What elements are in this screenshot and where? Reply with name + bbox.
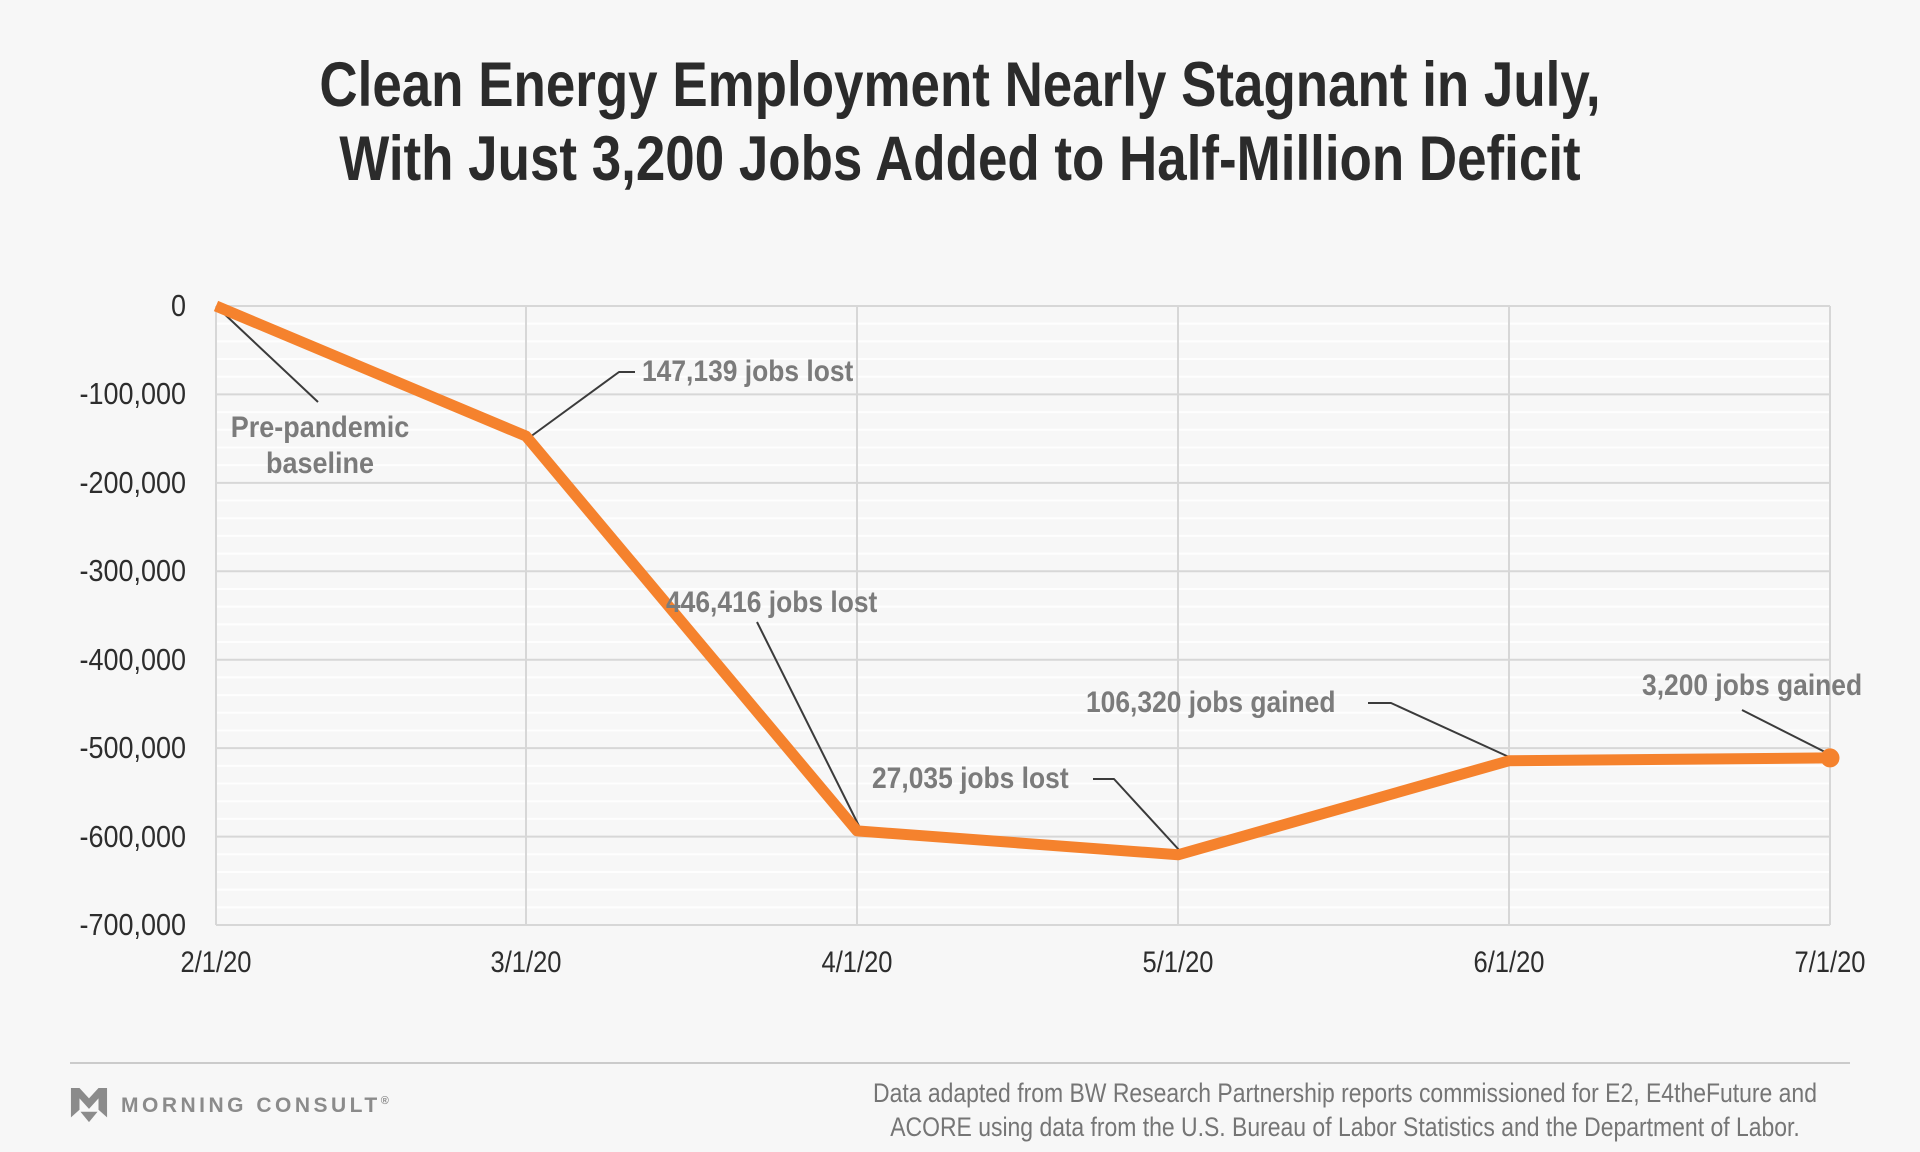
attribution-line1: Data adapted from BW Research Partnership reports commissioned for E2, E4theFuture and	[873, 1078, 1817, 1108]
y-tick-label: 0	[170, 288, 186, 323]
footer-divider	[70, 1062, 1850, 1064]
y-tick-label: -300,000	[79, 553, 186, 589]
x-tick-label: 5/1/20	[1142, 946, 1214, 979]
y-tick-label: -600,000	[79, 818, 186, 854]
morning-consult-wordmark: MORNING CONSULT®	[121, 1094, 389, 1117]
y-tick-label: -100,000	[79, 376, 186, 412]
leader-27035	[1093, 779, 1180, 851]
x-tick-label: 7/1/20	[1794, 946, 1866, 979]
line-endpoint-dot	[1821, 748, 1840, 767]
x-tick-label: 4/1/20	[821, 946, 893, 979]
annotation-pre-pandemic-baseline: Pre-pandemic baseline	[230, 411, 410, 480]
major-gridlines	[216, 306, 1830, 925]
y-tick-label: -400,000	[79, 641, 186, 677]
x-tick-label: 3/1/20	[490, 946, 562, 979]
x-tick-label: 2/1/20	[180, 946, 252, 979]
attribution-line2: ACORE using data from the U.S. Bureau of Labor Statistics and the Department of Labor.	[890, 1112, 1800, 1142]
x-tick-label: 6/1/20	[1473, 946, 1545, 979]
registered-trademark-symbol: ®	[380, 1095, 389, 1107]
annotation-jobs-lost-march: 147,139 jobs lost	[642, 355, 854, 388]
y-tick-label: -200,000	[79, 464, 186, 500]
data-source-attribution	[797, 1076, 1894, 1144]
leader-147139	[530, 372, 635, 437]
morning-consult-logo	[70, 1086, 389, 1126]
y-tick-label: -700,000	[79, 907, 186, 942]
annotation-jobs-lost-may: 27,035 jobs lost	[872, 762, 1069, 795]
annotation-jobs-gained-june: 106,320 jobs gained	[1086, 686, 1336, 719]
annotation-jobs-lost-april: 446,416 jobs lost	[666, 586, 878, 619]
annotation-jobs-gained-july: 3,200 jobs gained	[1641, 669, 1862, 702]
morning-consult-m-icon	[70, 1086, 108, 1126]
chart-title-line1: Clean Energy Employment Nearly Stagnant in July,	[319, 50, 1601, 120]
chart-title-line2: With Just 3,200 Jobs Added to Half-Million Deficit	[339, 124, 1581, 194]
y-tick-label: -500,000	[79, 730, 186, 766]
